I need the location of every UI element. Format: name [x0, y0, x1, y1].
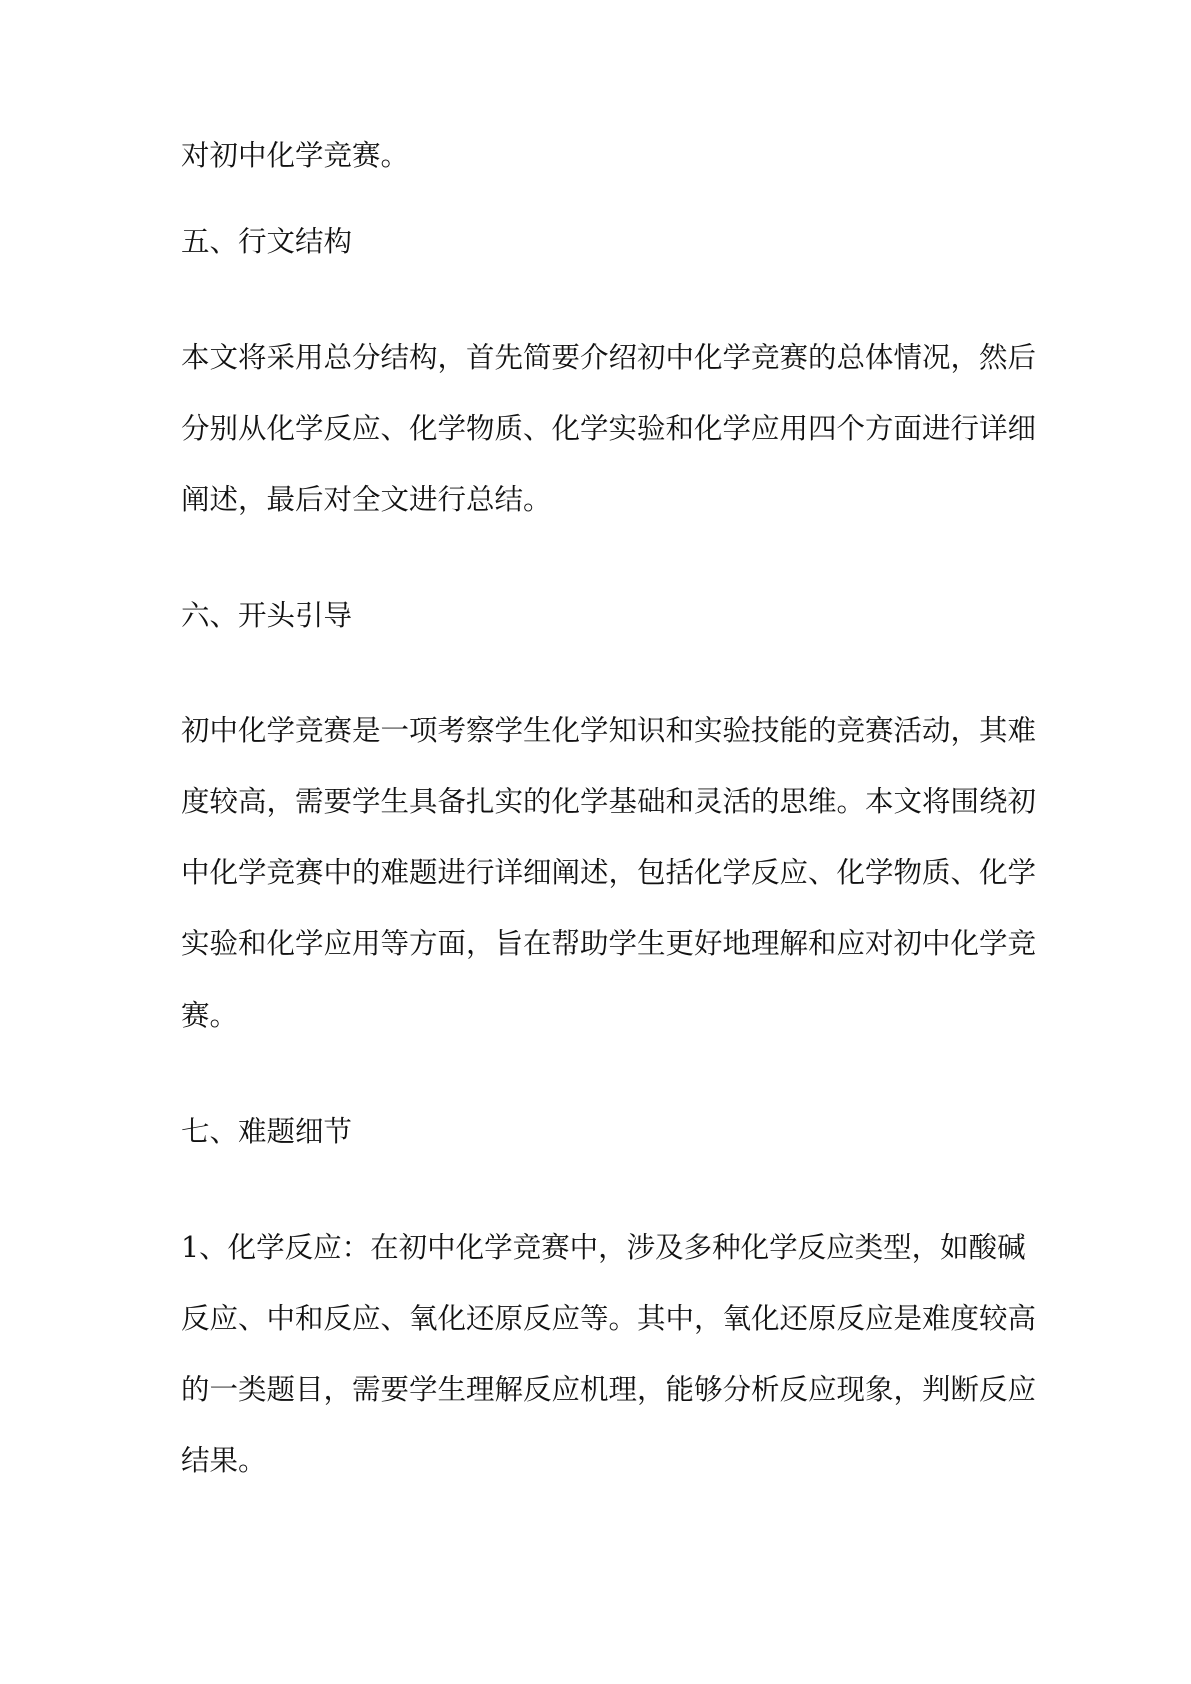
- section-6-line-2: 度较高，需要学生具备扎实的化学基础和灵活的思维。本文将围绕初: [181, 785, 1037, 818]
- section-6-heading: 六、开头引导: [181, 599, 353, 632]
- section-6-line-3: 中化学竞赛中的难题进行详细阐述，包括化学反应、化学物质、化学: [181, 856, 1037, 889]
- section-5-line-3: 阐述，最后对全文进行总结。: [181, 483, 552, 516]
- section-6-line-5: 赛。: [181, 999, 239, 1032]
- section-6-line-4: 实验和化学应用等方面，旨在帮助学生更好地理解和应对初中化学竞: [181, 927, 1037, 960]
- section-5-line-1: 本文将采用总分结构，首先简要介绍初中化学竞赛的总体情况，然后: [181, 341, 1037, 374]
- continuation-line: 对初中化学竞赛。: [181, 139, 410, 172]
- section-6-line-1: 初中化学竞赛是一项考察学生化学知识和实验技能的竞赛活动，其难: [181, 714, 1037, 747]
- section-7-line-1: 1、化学反应：在初中化学竞赛中，涉及多种化学反应类型，如酸碱: [181, 1231, 1026, 1264]
- section-7-heading: 七、难题细节: [181, 1115, 353, 1148]
- section-7-line-3: 的一类题目，需要学生理解反应机理，能够分析反应现象，判断反应: [181, 1373, 1037, 1406]
- section-5-line-2: 分别从化学反应、化学物质、化学实验和化学应用四个方面进行详细: [181, 412, 1037, 445]
- section-5-heading: 五、行文结构: [181, 225, 353, 258]
- section-7-line-4: 结果。: [181, 1444, 267, 1477]
- section-7-line-2: 反应、中和反应、氧化还原反应等。其中，氧化还原反应是难度较高: [181, 1302, 1037, 1335]
